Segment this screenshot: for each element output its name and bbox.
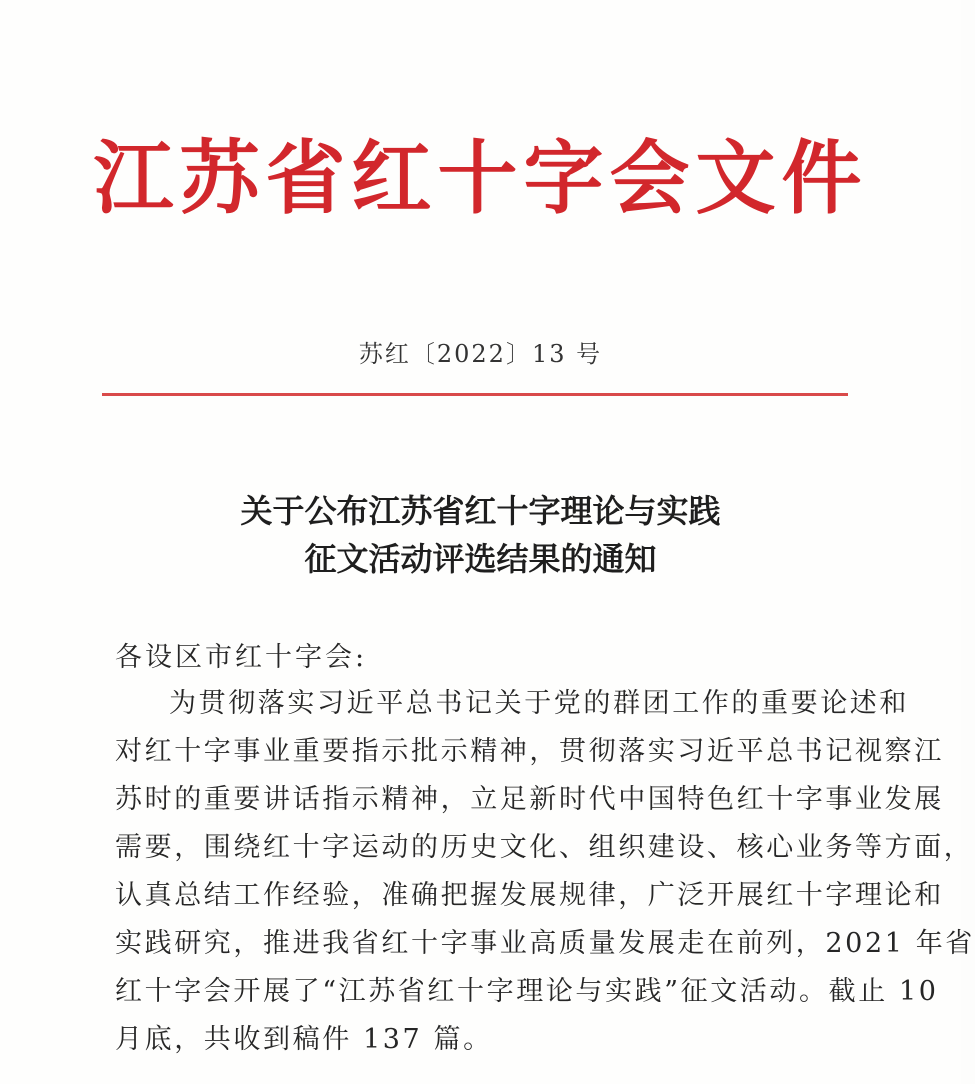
body-line: 需要，围绕红十字运动的历史文化、组织建设、核心业务等方面， xyxy=(115,832,974,863)
body-line: 认真总结工作经验，准确把握发展规律，广泛开展红十字理论和 xyxy=(115,880,944,911)
notice-title-line-2: 征文活动评选结果的通知 xyxy=(304,540,657,578)
body-line: 对红十字事业重要指示批示精神，贯彻落实习近平总书记视察江 xyxy=(115,736,944,767)
body-line: 实践研究，推进我省红十字事业高质量发展走在前列，2021 年省 xyxy=(115,928,975,959)
body-line: 红十字会开展了“江苏省红十字理论与实践”征文活动。截止 10 xyxy=(115,976,939,1007)
salutation: 各设区市红十字会: xyxy=(115,642,368,673)
body-line: 苏时的重要讲话指示精神，立足新时代中国特色红十字事业发展 xyxy=(115,784,944,815)
body-line: 月底，共收到稿件 137 篇。 xyxy=(115,1024,493,1055)
notice-title-line-1: 关于公布江苏省红十字理论与实践 xyxy=(240,492,721,530)
notice-title xyxy=(0,487,961,583)
header-divider-rule xyxy=(102,393,848,396)
document-number: 苏红〔2022〕13 号 xyxy=(358,340,603,368)
body-line: 为贯彻落实习近平总书记关于党的群团工作的重要论述和 xyxy=(169,688,909,719)
document-header-title: 江苏省红十字会文件 xyxy=(93,131,868,225)
notice-body xyxy=(115,680,975,1064)
